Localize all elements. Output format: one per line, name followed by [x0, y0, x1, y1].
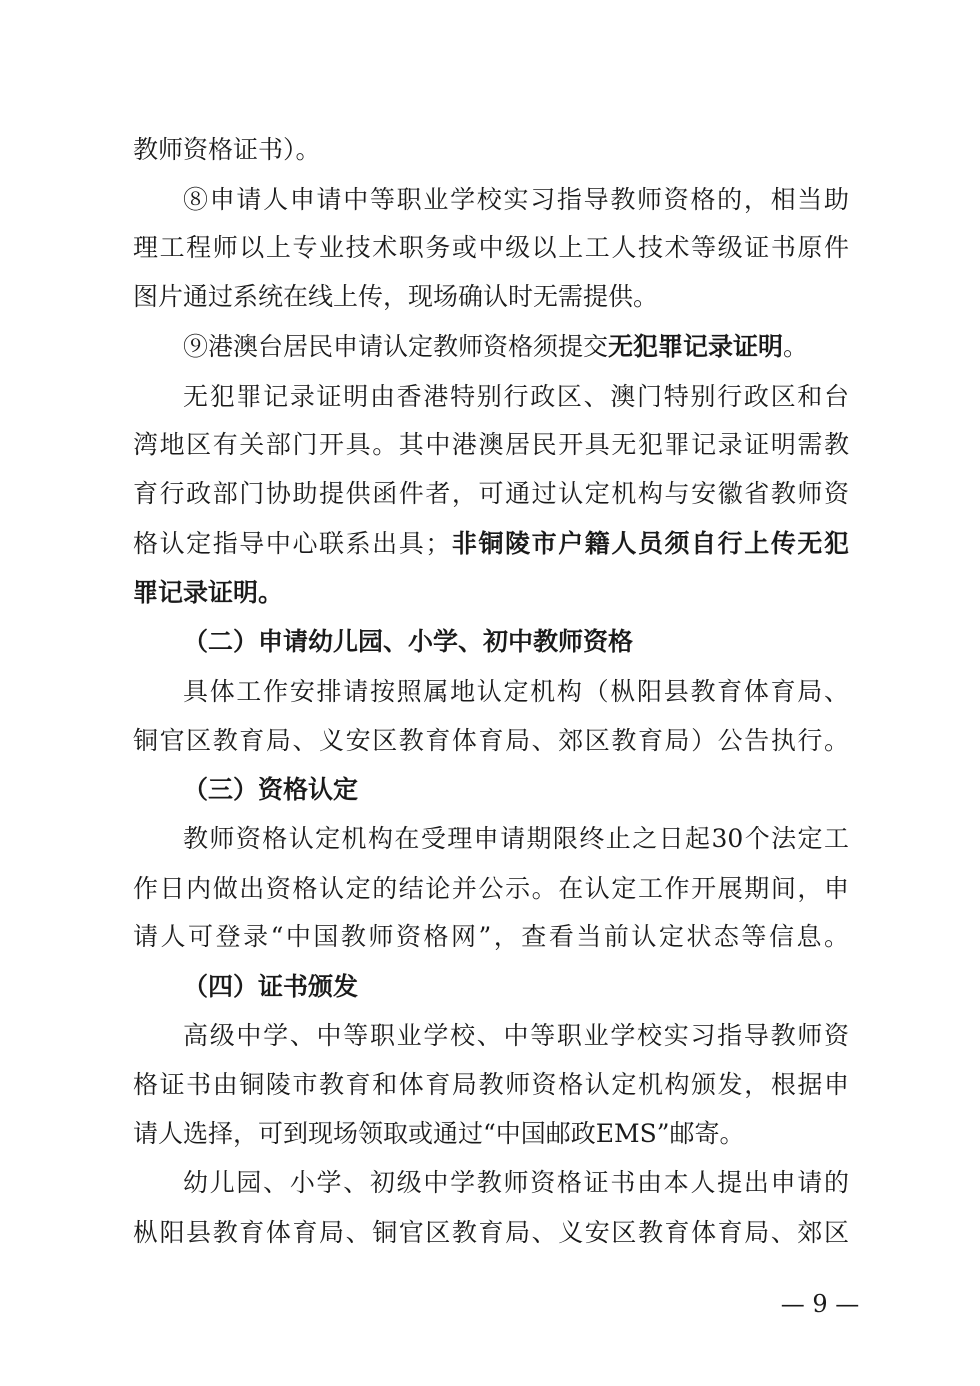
line-segment: 湾地区有关部门开具。其中港澳居民开具无犯罪记录证明需教 — [133, 430, 849, 459]
text-line — [133, 425, 849, 465]
line-segment: 育行政部门协助提供函件者，可通过认定机构与安徽省教师资 — [133, 479, 849, 508]
text-line — [133, 1065, 849, 1105]
text-line — [133, 1213, 849, 1253]
section-heading — [183, 967, 849, 1007]
heading-text: （四）证书颁发 — [183, 972, 359, 1001]
heading-text: （三）资格认定 — [183, 775, 359, 804]
text-line — [133, 869, 849, 909]
heading-text: （二）申请幼儿园、小学、初中教师资格 — [183, 627, 634, 656]
line-segment: 请人选择，可到现场领取或通过“中国邮政EMS”邮寄。 — [133, 1119, 745, 1148]
line-segment: 格证书由铜陵市教育和体育局教师资格认定机构颁发，根据申 — [133, 1070, 849, 1099]
line-segment: 无犯罪记录证明由香港特别行政区、澳门特别行政区和台 — [183, 382, 849, 411]
text-line — [183, 377, 849, 417]
line-segment: 格认定指导中心联系出具； — [133, 529, 451, 558]
line-segment: 高级中学、中等职业学校、中等职业学校实习指导教师资 — [183, 1021, 849, 1050]
text-line — [133, 474, 849, 514]
line-segment: 枞阳县教育体育局、铜官区教育局、义安区教育体育局、郊区 — [133, 1218, 849, 1247]
text-line — [183, 180, 849, 220]
line-segment: 图片通过系统在线上传，现场确认时无需提供。 — [133, 282, 659, 311]
line-segment: 教师资格认定机构在受理申请期限终止之日起30个法定工 — [183, 824, 849, 853]
text-line — [133, 130, 849, 170]
text-line — [133, 721, 849, 761]
bold-segment: 非铜陵市户籍人员须自行上传无犯 — [450, 529, 849, 558]
text-line — [133, 1114, 849, 1154]
bold-segment: 无犯罪记录证明 — [608, 332, 784, 361]
text-line — [133, 524, 849, 564]
line-segment: 。 — [783, 332, 809, 361]
text-line — [183, 1163, 849, 1203]
text-line — [183, 672, 849, 712]
text-line — [133, 277, 849, 317]
section-heading — [183, 622, 849, 662]
line-segment: 具体工作安排请按照属地认定机构（枞阳县教育体育局、 — [183, 677, 849, 706]
text-line — [133, 917, 849, 957]
text-line — [133, 573, 849, 613]
bold-segment: 罪记录证明。 — [133, 578, 284, 607]
text-line — [133, 228, 849, 268]
line-segment: 铜官区教育局、义安区教育体育局、郊区教育局）公告执行。 — [133, 726, 849, 755]
line-segment: 请人可登录“中国教师资格网”，查看当前认定状态等信息。 — [133, 922, 849, 951]
line-segment: 幼儿园、小学、初级中学教师资格证书由本人提出申请的 — [183, 1168, 849, 1197]
line-segment: ⑧申请人申请中等职业学校实习指导教师资格的，相当助 — [183, 185, 849, 214]
text-line — [183, 1016, 849, 1056]
section-heading — [183, 770, 849, 810]
line-segment: 作日内做出资格认定的结论并公示。在认定工作开展期间，申 — [133, 874, 849, 903]
text-line — [183, 327, 849, 367]
line-segment: 教师资格证书）。 — [133, 135, 321, 164]
line-segment: ⑨港澳台居民申请认定教师资格须提交 — [183, 332, 609, 361]
page-number: — 9 — — [780, 1290, 860, 1318]
text-line — [183, 819, 849, 859]
line-segment: 理工程师以上专业技术职务或中级以上工人技术等级证书原件 — [133, 233, 849, 262]
